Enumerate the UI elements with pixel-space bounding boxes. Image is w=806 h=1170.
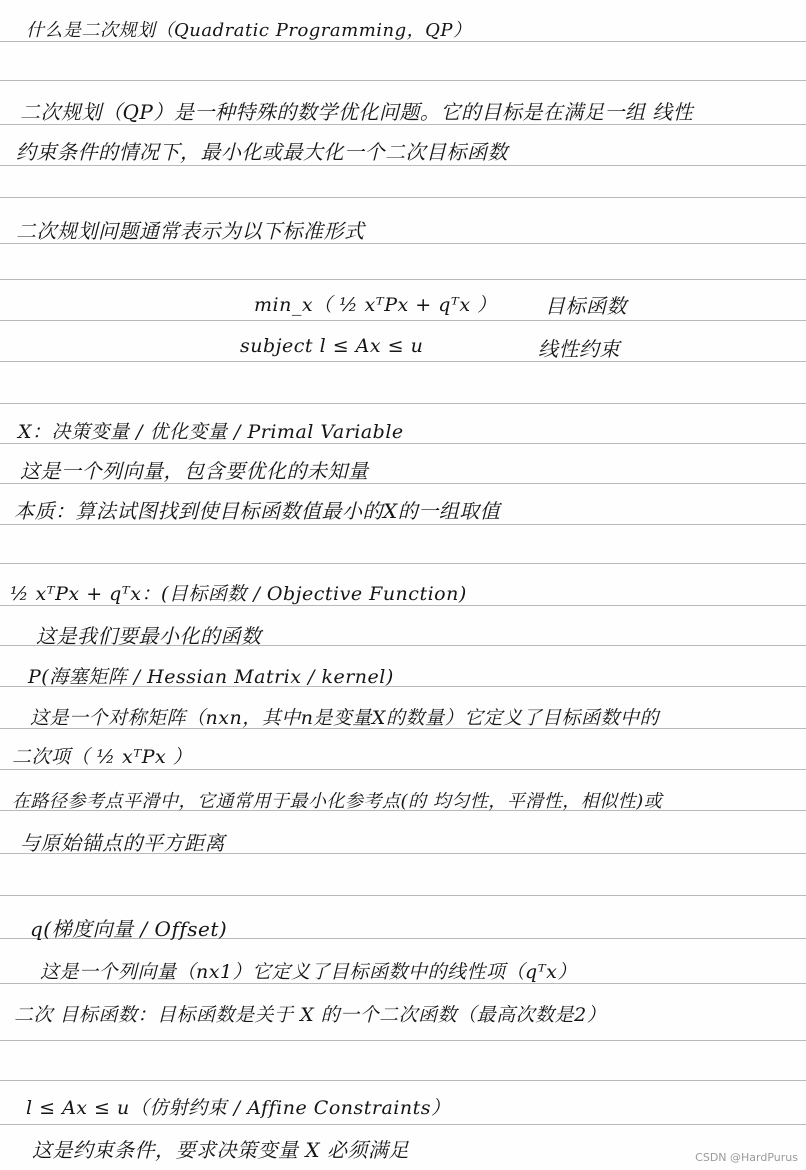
objective-label: 目标函数 <box>545 294 627 318</box>
ruled-line <box>0 197 806 198</box>
constraint-formula: subject l ≤ Ax ≤ u <box>240 335 424 357</box>
affine-constraint-desc: 这是约束条件，要求决策变量 X 必须满足 <box>32 1138 409 1162</box>
ruled-line <box>0 1080 806 1081</box>
x-variable-desc-1: 这是一个列向量，包含要优化的未知量 <box>20 459 369 483</box>
ruled-line <box>0 361 806 362</box>
ruled-line <box>0 769 806 770</box>
ruled-line <box>0 524 806 525</box>
p-matrix-title: P(海塞矩阵 / Hessian Matrix / kernel) <box>28 666 394 688</box>
p-matrix-desc-1: 这是一个对称矩阵（nxn，其中n是变量X的数量）它定义了目标函数中的 <box>30 707 659 729</box>
q-vector-desc: 这是一个列向量（nx1）它定义了目标函数中的线性项（qᵀx） <box>40 961 577 983</box>
standard-form-intro: 二次规划问题通常表示为以下标准形式 <box>16 219 365 243</box>
ruled-line <box>0 563 806 564</box>
ruled-line <box>0 1040 806 1041</box>
ruled-line <box>0 279 806 280</box>
p-matrix-desc-4: 与原始锚点的平方距离 <box>20 831 225 855</box>
ruled-line <box>0 895 806 896</box>
ruled-line <box>0 403 806 404</box>
objective-function-title: ½ xᵀPx + qᵀx：(目标函数 / Objective Function) <box>10 583 467 605</box>
x-variable-title: X：决策变量 / 优化变量 / Primal Variable <box>18 421 404 443</box>
affine-constraint-title: l ≤ Ax ≤ u（仿射约束 / Affine Constraints） <box>26 1097 451 1119</box>
ruled-line <box>0 165 806 166</box>
definition-line-1: 二次规划（QP）是一种特殊的数学优化问题。它的目标是在满足一组 线性 <box>20 100 694 124</box>
p-matrix-desc-3: 在路径参考点平滑中，它通常用于最小化参考点(的 均匀性，平滑性，相似性)或 <box>12 791 663 812</box>
definition-line-2: 约束条件的情况下，最小化或最大化一个二次目标函数 <box>16 140 508 164</box>
csdn-watermark: CSDN @HardPurus <box>695 1151 798 1164</box>
ruled-line <box>0 320 806 321</box>
ruled-line <box>0 80 806 81</box>
objective-formula: min_x（ ½ xᵀPx + qᵀx ） <box>254 294 497 316</box>
quadratic-objective-desc: 二次 目标函数：目标函数是关于 X 的一个二次函数（最高次数是2） <box>14 1004 607 1026</box>
x-variable-desc-2: 本质：算法试图找到使目标函数值最小的X的一组取值 <box>14 499 501 523</box>
constraint-label: 线性约束 <box>538 337 620 361</box>
p-matrix-desc-2: 二次项（ ½ xᵀPx ） <box>12 746 193 768</box>
ruled-line <box>0 1124 806 1125</box>
note-title: 什么是二次规划（Quadratic Programming，QP） <box>26 20 472 41</box>
q-vector-title: q(梯度向量 / Offset) <box>30 917 228 941</box>
objective-function-desc: 这是我们要最小化的函数 <box>36 624 262 648</box>
